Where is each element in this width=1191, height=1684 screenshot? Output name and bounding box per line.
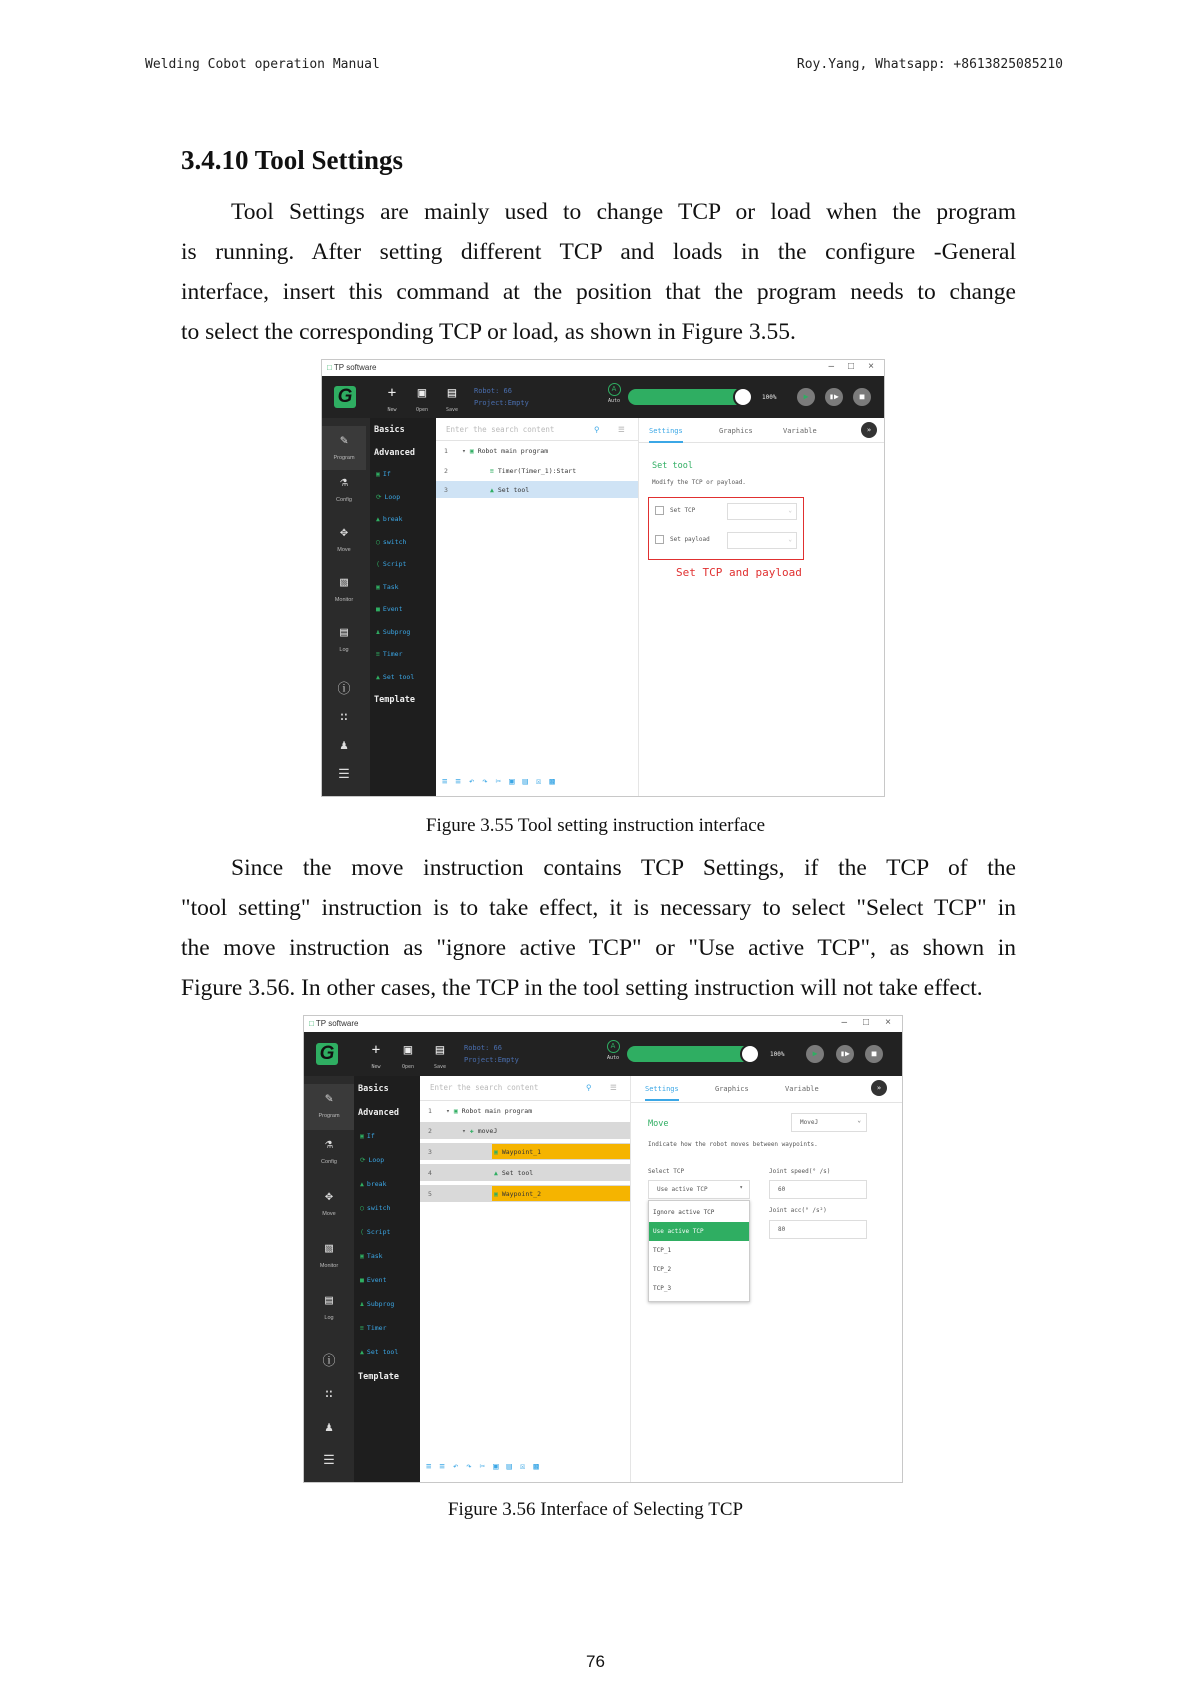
paragraph-line: to select the corresponding TCP or load, as shown in Figure 3.55. [181, 319, 796, 345]
save-button[interactable]: ▤ Save [445, 385, 459, 413]
menu-icon[interactable]: ☰ [323, 1453, 335, 1468]
config-icon: ⚗ [340, 475, 348, 490]
app-logo-icon: G [334, 386, 356, 408]
program-row[interactable]: 5 [420, 1185, 630, 1202]
speed-slider-knob[interactable] [733, 387, 753, 407]
nav-monitor[interactable]: ▧ Monitor [334, 575, 354, 603]
paragraph-line: Since the move instruction contains TCP Settings, if the TCP of the [231, 855, 1016, 881]
instruction-switch[interactable]: ◯ switch [376, 538, 407, 546]
help-icon[interactable]: ⓘ [337, 682, 351, 697]
settings-panel [638, 418, 885, 796]
paragraph-line: Tool Settings are mainly used to change TCP or load when the program [231, 199, 1016, 225]
minimize-icon[interactable]: – [828, 361, 834, 372]
nav-log[interactable]: ▤ Log [324, 1293, 334, 1321]
category-template[interactable]: Template [374, 695, 415, 705]
instruction-script[interactable]: ⟨ Script [376, 560, 407, 568]
figure-3-55-screenshot [321, 359, 885, 797]
chevron-down-icon: ⌄ [857, 1117, 861, 1124]
instruction-event[interactable]: ■ Event [360, 1276, 387, 1284]
paragraph-line: the move instruction as "ignore active TCP" or "Use active TCP", as shown in [181, 935, 1016, 961]
instruction-break[interactable]: ▲ break [376, 515, 403, 523]
instruction-event[interactable]: ■ Event [376, 605, 403, 613]
move-title: Move [648, 1119, 669, 1129]
nav-program[interactable]: ✎ Program [322, 426, 366, 470]
instruction-loop[interactable]: ⟳ Loop [360, 1156, 385, 1164]
stop-button[interactable]: ■ [853, 388, 871, 406]
instruction-switch[interactable]: ◯ switch [360, 1204, 391, 1212]
config-icon: ⚗ [325, 1137, 333, 1152]
open-button[interactable]: ▣ Open [401, 1042, 415, 1070]
stop-button[interactable]: ■ [865, 1045, 883, 1063]
nav-log[interactable]: ▤ Log [339, 625, 349, 653]
paragraph-line: Figure 3.56. In other cases, the TCP in the tool setting instruction will not take effect. [181, 975, 983, 1001]
move-type-select[interactable]: MoveJ ⌄ [791, 1113, 867, 1132]
joint-speed-label: Joint speed(° /s) [769, 1168, 831, 1175]
section-title: 3.4.10 Tool Settings [181, 145, 404, 175]
annotation-label: Set TCP and payload [676, 566, 802, 579]
search-input[interactable]: Enter the search content [446, 425, 555, 434]
auto-mode-button[interactable]: A Auto [604, 1040, 622, 1061]
nav-config[interactable]: ⚗ Config [336, 475, 352, 503]
set-tcp-checkbox[interactable]: Set TCP [655, 506, 695, 515]
instruction-if[interactable]: ▣ If [360, 1132, 375, 1140]
instruction-timer[interactable]: ≡ Timer [376, 650, 403, 658]
select-tcp-label: Select TCP [648, 1168, 685, 1175]
tab-variable[interactable]: Variable [783, 427, 817, 435]
running-header-right: Roy.Yang, Whatsapp: +8613825085210 [796, 57, 1063, 72]
instruction-categories [354, 1076, 420, 1482]
paragraph-tool-settings [181, 192, 1016, 352]
speed-slider-knob[interactable] [740, 1044, 760, 1064]
chevron-down-icon: ⌄ [788, 507, 792, 514]
tcp-option[interactable]: TCP_2 [653, 1266, 672, 1273]
new-button[interactable]: + New [371, 1042, 381, 1070]
page-number: 76 [586, 1652, 605, 1671]
monitor-icon: ▧ [340, 575, 348, 590]
chevron-down-icon: ▾ [739, 1184, 743, 1191]
tcp-option[interactable]: TCP_1 [653, 1247, 672, 1254]
instruction-if[interactable]: ▣ If [376, 470, 391, 478]
filter-icon[interactable]: ☰ [618, 425, 625, 434]
waypoint-row[interactable]: ▣ Waypoint_2 [492, 1186, 630, 1201]
tcp-option[interactable]: TCP_3 [653, 1285, 672, 1292]
category-basics[interactable]: Basics [358, 1084, 389, 1094]
nav-config[interactable]: ⚗ Config [321, 1137, 337, 1165]
program-tree-panel [420, 1076, 630, 1482]
open-button[interactable]: ▣ Open [415, 385, 429, 413]
category-template[interactable]: Template [358, 1372, 399, 1382]
instruction-script[interactable]: ⟨ Script [360, 1228, 391, 1236]
search-bar [436, 418, 638, 441]
tab-variable[interactable]: Variable [785, 1085, 819, 1093]
close-icon[interactable]: × [868, 361, 874, 372]
robot-project-info: Robot: 66 Project:Empty [474, 387, 529, 407]
nav-program[interactable]: ✎ Program [304, 1084, 354, 1130]
paragraph-select-tcp [181, 848, 1016, 1008]
app-toolbar [304, 1032, 902, 1076]
search-bar [420, 1076, 630, 1101]
window-titlebar [304, 1016, 902, 1032]
program-tools[interactable]: ≡≡↶↷✂▣▤☒▩ [426, 1462, 547, 1472]
figure-3-56-caption: Figure 3.56 Interface of Selecting TCP [447, 1499, 744, 1520]
joint-acc-input[interactable]: 80 [769, 1220, 867, 1239]
program-tools[interactable]: ≡≡↶↷✂▣▤☒▩ [442, 777, 563, 787]
program-row[interactable]: 2 ≡ Timer(Timer_1):Start [444, 467, 577, 475]
left-nav [304, 1076, 354, 1482]
tcp-select[interactable] [727, 503, 797, 520]
set-tool-title: Set tool [652, 461, 693, 471]
panel-tabs [631, 1076, 903, 1103]
collapse-panel-icon[interactable]: » [871, 1080, 887, 1096]
payload-select[interactable] [727, 532, 797, 549]
nav-monitor[interactable]: ▧ Monitor [319, 1241, 339, 1269]
program-row[interactable]: 1 ▾ ▣ Robot main program [428, 1107, 533, 1115]
app-title: □ TP software [327, 363, 377, 372]
program-icon: ✎ [340, 433, 348, 448]
step-button[interactable]: ▮▶ [825, 388, 843, 406]
panel-tabs [639, 418, 885, 443]
instruction-categories [370, 418, 436, 796]
robot-project-info: Robot: 66 Project:Empty [464, 1044, 519, 1064]
tab-graphics[interactable]: Graphics [715, 1085, 749, 1093]
tab-settings[interactable]: Settings [649, 427, 683, 435]
maximize-icon[interactable]: □ [847, 361, 854, 372]
instruction-set-tool[interactable]: ▲ Set tool [376, 673, 415, 681]
category-basics[interactable]: Basics [374, 425, 405, 435]
help-icon[interactable]: ⓘ [322, 1354, 336, 1369]
auto-mode-button[interactable]: A Auto [605, 383, 623, 404]
category-advanced[interactable]: Advanced [358, 1108, 399, 1118]
waypoint-row[interactable]: ▣ Waypoint_1 [492, 1144, 630, 1159]
figure-3-55-caption: Figure 3.55 Tool setting instruction interface [425, 815, 766, 836]
program-row[interactable]: 1 ▾ ▣ Robot main program [444, 447, 549, 455]
program-row[interactable]: 3 [420, 1143, 630, 1160]
app-toolbar [322, 376, 884, 418]
tab-graphics[interactable]: Graphics [719, 427, 753, 435]
step-button[interactable]: ▮▶ [836, 1045, 854, 1063]
search-icon[interactable]: ⚲ [594, 425, 600, 434]
paragraph-line: is running. After setting different TCP and loads in the configure -General [181, 239, 1016, 265]
filter-icon[interactable]: ☰ [610, 1083, 617, 1092]
checkbox-icon [655, 506, 664, 515]
user-icon[interactable]: ♟ [340, 738, 348, 753]
program-row-selected[interactable]: 2 ▾ ✚ moveJ [420, 1122, 630, 1139]
tcp-option-selected[interactable]: Use active TCP [649, 1222, 749, 1241]
new-button[interactable]: + New [387, 385, 397, 413]
maximize-icon[interactable]: □ [862, 1017, 869, 1028]
close-icon[interactable]: × [885, 1017, 891, 1028]
speed-percent: 100% [762, 394, 777, 401]
play-button[interactable]: ▶ [797, 388, 815, 406]
joint-speed-input[interactable]: 60 [769, 1180, 867, 1199]
minimize-icon[interactable]: – [841, 1017, 847, 1028]
tcp-options-menu [648, 1200, 750, 1302]
checkbox-icon [655, 535, 664, 544]
instruction-subprog[interactable]: ♟ Subprog [376, 628, 411, 636]
tcp-option[interactable]: Ignore active TCP [653, 1209, 715, 1216]
program-row[interactable]: 4 ▲ Set tool [420, 1164, 630, 1181]
instruction-task[interactable]: ▣ Task [376, 583, 399, 591]
instruction-loop[interactable]: ⟳ Loop [376, 493, 401, 501]
app-title: □ TP software [309, 1019, 359, 1028]
set-tool-description: Modify the TCP or payload. [652, 479, 746, 486]
tab-settings[interactable]: Settings [645, 1085, 679, 1093]
instruction-subprog[interactable]: ♟ Subprog [360, 1300, 395, 1308]
user-icon[interactable]: ♟ [325, 1420, 333, 1435]
collapse-panel-icon[interactable]: » [861, 422, 877, 438]
log-icon: ▤ [340, 625, 348, 640]
select-tcp-dropdown[interactable]: Use active TCP ▾ [648, 1180, 750, 1199]
instruction-break[interactable]: ▲ break [360, 1180, 387, 1188]
window-titlebar [322, 360, 884, 376]
play-button[interactable]: ▶ [806, 1045, 824, 1063]
apps-icon[interactable]: ∷ [340, 710, 348, 725]
joint-acc-label: Joint acc(° /s²) [769, 1207, 827, 1214]
menu-icon[interactable]: ☰ [338, 767, 350, 782]
speed-slider[interactable] [628, 389, 750, 405]
log-icon: ▤ [325, 1293, 333, 1308]
settings-panel [630, 1076, 903, 1482]
instruction-task[interactable]: ▣ Task [360, 1252, 383, 1260]
chevron-down-icon: ⌄ [788, 536, 792, 543]
search-icon[interactable]: ⚲ [586, 1083, 592, 1092]
instruction-set-tool[interactable]: ▲ Set tool [360, 1348, 399, 1356]
program-tree-panel [436, 418, 638, 796]
program-icon: ✎ [325, 1091, 333, 1106]
move-icon: ✥ [340, 525, 348, 540]
left-nav [322, 418, 370, 796]
speed-percent: 100% [770, 1051, 785, 1058]
apps-icon[interactable]: ∷ [325, 1387, 333, 1402]
category-advanced[interactable]: Advanced [374, 448, 415, 458]
monitor-icon: ▧ [325, 1241, 333, 1256]
running-header-left: Welding Cobot operation Manual [145, 57, 380, 72]
app-logo-icon: G [316, 1043, 338, 1065]
save-button[interactable]: ▤ Save [433, 1042, 447, 1070]
paragraph-line: interface, insert this command at the position that the program needs to change [181, 279, 1016, 305]
set-payload-checkbox[interactable]: Set payload [655, 535, 710, 544]
program-row-selected[interactable]: 3 ▲ Set tool [436, 481, 638, 498]
move-icon: ✥ [325, 1189, 333, 1204]
search-input[interactable]: Enter the search content [430, 1083, 539, 1092]
nav-move[interactable]: ✥ Move [337, 525, 351, 553]
speed-slider[interactable] [627, 1046, 757, 1062]
paragraph-line: "tool setting" instruction is to take effect, it is necessary to select "Select TCP" in [181, 895, 1016, 921]
nav-move[interactable]: ✥ Move [322, 1189, 336, 1217]
instruction-timer[interactable]: ≡ Timer [360, 1324, 387, 1332]
figure-3-56-screenshot [303, 1015, 903, 1483]
move-description: Indicate how the robot moves between waypoints. [648, 1141, 818, 1148]
